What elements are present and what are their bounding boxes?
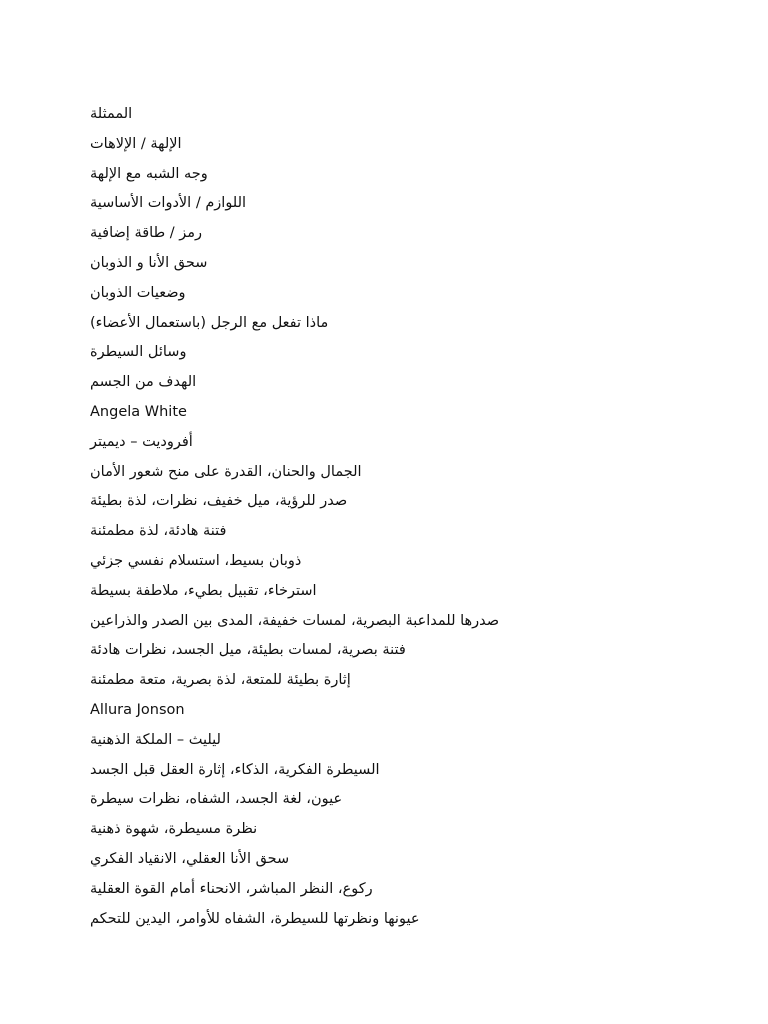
text-line: سحق الأنا العقلي، الانقياد الفكري xyxy=(90,850,290,867)
actress-name: Angela White xyxy=(90,403,187,420)
text-lines xyxy=(90,100,690,934)
text-line: نظرة مسيطرة، شهوة ذهنية xyxy=(90,821,258,838)
text-line: فتنة هادئة، لذة مطمئنة xyxy=(90,523,227,540)
text-line: استرخاء، تقبيل بطيء، ملاطفة بسيطة xyxy=(90,582,317,599)
text-line: ماذا تفعل مع الرجل (باستعمال الأعضاء) xyxy=(90,314,329,331)
text-line: اللوازم / الأدوات الأساسية xyxy=(90,195,247,212)
text-line: وسائل السيطرة xyxy=(90,344,187,361)
text-line: سحق الأنا و الذوبان xyxy=(90,254,208,271)
text-line: وضعيات الذوبان xyxy=(90,284,186,301)
text-line: ليليث – الملكة الذهنية xyxy=(90,731,221,748)
text-line: الجمال والحنان، القدرة على منح شعور الأمان xyxy=(90,463,362,480)
text-line: الهدف من الجسم xyxy=(90,374,197,391)
text-line: عيون، لغة الجسد، الشفاه، نظرات سيطرة xyxy=(90,791,343,808)
text-line: الممثلة xyxy=(90,106,133,122)
text-line: عيونها ونظرتها للسيطرة، الشفاه للأوامر، اليدين للتحكم xyxy=(90,910,420,927)
text-line: ذوبان بسيط، استسلام نفسي جزئي xyxy=(90,552,302,569)
text-line: صدر للرؤية، ميل خفيف، نظرات، لذة بطيئة xyxy=(90,493,348,510)
text-line: فتنة بصرية، لمسات بطيئة، ميل الجسد، نظرات هادئة xyxy=(90,642,406,659)
text-line: إثارة بطيئة للمتعة، لذة بصرية، متعة مطمئنة xyxy=(90,672,351,689)
text-line: أفروديت – ديميتر xyxy=(90,433,193,450)
text-line: رمز / طاقة إضافية xyxy=(90,225,202,242)
text-line: السيطرة الفكرية، الذكاء، إثارة العقل قبل الجسد xyxy=(90,761,380,778)
text-line: وجه الشبه مع الإلهة xyxy=(90,165,208,182)
text-line: الإلهة / الإلاهات xyxy=(90,135,182,152)
actress-name: Allura Jonson xyxy=(90,701,185,718)
text-line: صدرها للمداعبة البصرية، لمسات خفيفة، المدى بين الصدر والذراعين xyxy=(90,612,500,629)
text-line: ركوع، النظر المباشر، الانحناء أمام القوة العقلية xyxy=(90,880,373,897)
